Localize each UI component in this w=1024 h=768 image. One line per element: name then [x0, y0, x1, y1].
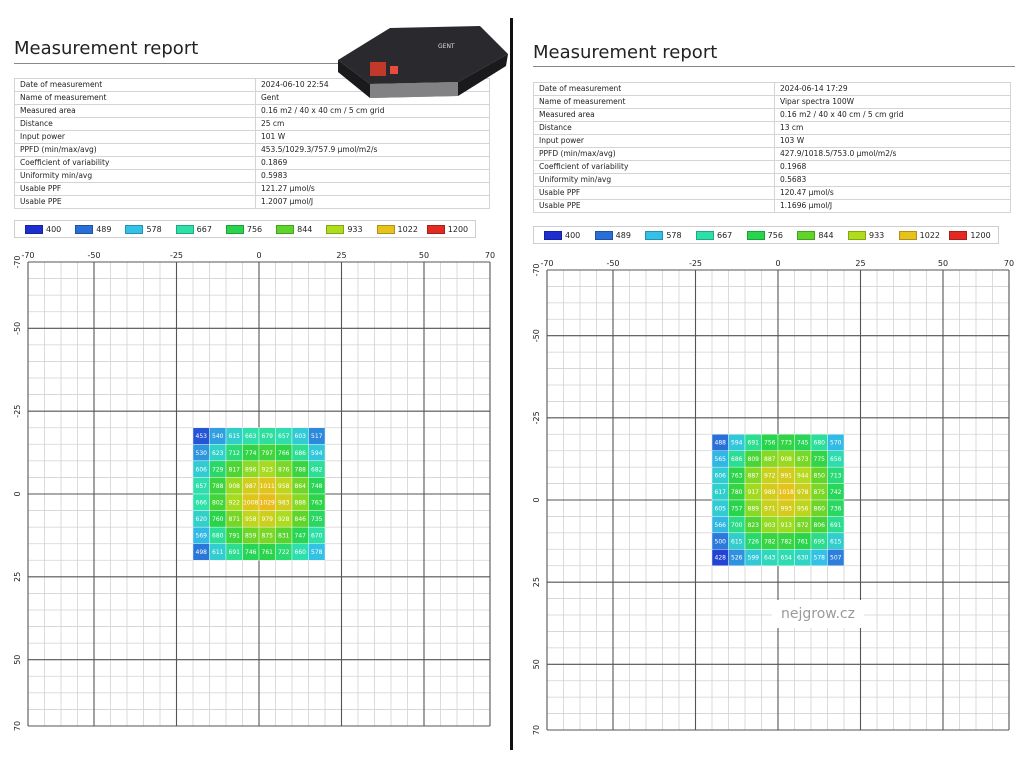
info-value: 453.5/1029.3/757.9 µmol/m2/s	[256, 144, 490, 157]
cell-value-label: 782	[780, 538, 792, 546]
cell-value-label: 569	[195, 532, 207, 540]
cell-value-label: 823	[747, 521, 759, 529]
cell-value-label: 766	[278, 449, 290, 457]
legend-swatch	[276, 225, 294, 234]
legend-label: 667	[196, 225, 212, 234]
info-row	[15, 157, 490, 170]
info-key: Distance	[534, 122, 775, 135]
legend-label: 756	[767, 231, 783, 240]
cell-value-label: 908	[228, 482, 240, 490]
title-rule	[533, 66, 1015, 67]
cell-value-label: 887	[764, 456, 776, 464]
x-tick-label: 0	[775, 259, 781, 268]
info-key: Measured area	[15, 105, 256, 118]
cell-value-label: 526	[731, 554, 743, 562]
x-tick-label: 25	[336, 251, 347, 260]
legend-label: 844	[297, 225, 313, 234]
cell-value-label: 666	[195, 499, 207, 507]
legend-label: 844	[818, 231, 834, 240]
cell-value-label: 889	[747, 505, 759, 513]
info-key: Uniformity min/avg	[534, 174, 775, 187]
x-tick-label: 0	[256, 251, 262, 260]
info-key: Usable PPF	[534, 187, 775, 200]
info-value: 0.5983	[256, 170, 490, 183]
info-row	[534, 83, 1011, 96]
info-key: Name of measurement	[15, 92, 256, 105]
cell-value-label: 864	[294, 482, 306, 490]
cell-value-label: 876	[278, 466, 290, 474]
cell-value-label: 657	[278, 433, 290, 441]
cell-value-label: 606	[195, 466, 207, 474]
info-key: Coefficient of variability	[534, 161, 775, 174]
cell-value-label: 802	[212, 499, 224, 507]
info-value: 2024-06-14 17:29	[775, 83, 1011, 96]
info-value: 101 W	[256, 131, 490, 144]
info-row	[534, 187, 1011, 200]
cell-value-label: 888	[294, 499, 306, 507]
cell-value-label: 643	[764, 554, 776, 562]
legend-label: 400	[46, 225, 62, 234]
cell-value-label: 570	[830, 439, 842, 447]
cell-value-label: 657	[195, 482, 207, 490]
legend-label: 1022	[397, 225, 418, 234]
cell-value-label: 846	[294, 516, 306, 524]
info-value: 0.16 m2 / 40 x 40 cm / 5 cm grid	[256, 105, 490, 118]
cell-value-label: 517	[311, 433, 323, 441]
cell-value-label: 746	[245, 549, 257, 557]
legend-item	[747, 231, 783, 241]
cell-value-label: 922	[228, 499, 240, 507]
x-tick-label: 50	[418, 251, 430, 260]
cell-value-label: 722	[278, 549, 290, 557]
cell-value-label: 763	[731, 472, 743, 480]
info-key: Distance	[15, 118, 256, 131]
cell-value-label: 594	[731, 439, 743, 447]
legend-label: 489	[615, 231, 631, 240]
cell-value-label: 1018	[778, 488, 794, 496]
cell-value-label: 599	[747, 554, 759, 562]
cell-value-label: 780	[731, 488, 743, 496]
info-row	[15, 131, 490, 144]
legend-item	[25, 225, 61, 235]
cell-value-label: 987	[245, 482, 257, 490]
info-table	[533, 82, 1011, 213]
cell-value-label: 958	[245, 516, 257, 524]
cell-value-label: 606	[714, 472, 726, 480]
cell-value-label: 566	[714, 521, 726, 529]
info-value: Gent	[256, 92, 490, 105]
legend-label: 756	[246, 225, 263, 234]
cell-value-label: 700	[731, 521, 743, 529]
info-key: Name of measurement	[534, 96, 775, 109]
cell-value-label: 928	[278, 516, 290, 524]
cell-value-label: 908	[780, 456, 792, 464]
y-tick-label: 70	[532, 724, 541, 736]
legend-label: 578	[146, 225, 162, 234]
info-key: PPFD (min/max/avg)	[15, 144, 256, 157]
cell-value-label: 742	[830, 488, 842, 496]
lamp-device-image	[330, 22, 508, 100]
cell-value-label: 993	[780, 505, 792, 513]
x-tick-label: -70	[21, 251, 35, 260]
cell-value-label: 679	[261, 433, 273, 441]
info-row	[534, 148, 1011, 161]
cell-value-label: 603	[294, 433, 306, 441]
info-row	[534, 135, 1011, 148]
legend-label: 400	[565, 231, 581, 240]
cell-value-label: 875	[261, 532, 273, 540]
y-tick-label: -50	[13, 321, 22, 335]
cell-value-label: 500	[714, 538, 726, 546]
cell-value-label: 488	[714, 439, 726, 447]
cell-value-label: 873	[797, 456, 809, 464]
legend-item	[75, 225, 111, 235]
legend-label: 1200	[447, 225, 469, 234]
info-row	[534, 122, 1011, 135]
cell-value-label: 872	[797, 521, 809, 529]
cell-value-label: 747	[294, 532, 306, 540]
info-key: Input power	[15, 131, 256, 144]
cell-value-label: 871	[228, 516, 240, 524]
legend-item	[595, 231, 631, 241]
x-tick-label: -70	[540, 259, 554, 268]
info-value: 1.1696 µmol/J	[775, 200, 1011, 213]
info-key: Date of measurement	[534, 83, 775, 96]
cell-value-label: 983	[278, 499, 290, 507]
cell-value-label: 594	[311, 449, 323, 457]
y-tick-label: 25	[532, 577, 541, 588]
cell-value-label: 917	[747, 488, 759, 496]
legend-swatch	[949, 231, 967, 240]
cell-value-label: 775	[813, 456, 825, 464]
cell-value-label: 782	[764, 538, 776, 546]
cell-value-label: 428	[714, 554, 726, 562]
info-row	[534, 161, 1011, 174]
info-key: Coefficient of variability	[15, 157, 256, 170]
y-tick-label: 25	[13, 571, 22, 582]
info-value: 103 W	[775, 135, 1011, 148]
cell-value-label: 806	[813, 521, 825, 529]
cell-value-label: 578	[311, 549, 323, 557]
info-key: Input power	[534, 135, 775, 148]
cell-value-label: 686	[731, 456, 743, 464]
legend-item	[427, 225, 468, 235]
info-key: Uniformity min/avg	[15, 170, 256, 183]
comparison-divider	[510, 18, 513, 750]
cell-value-label: 691	[747, 439, 759, 447]
legend-item	[276, 225, 312, 235]
legend-item	[848, 231, 884, 241]
legend-item	[899, 231, 940, 241]
info-key: Usable PPE	[534, 200, 775, 213]
cell-value-label: 615	[830, 538, 842, 546]
cell-value-label: 578	[813, 554, 825, 562]
legend-label: 578	[666, 231, 682, 240]
cell-value-label: 729	[212, 466, 224, 474]
cell-value-label: 691	[830, 521, 842, 529]
cell-value-label: 978	[797, 488, 809, 496]
cell-value-label: 530	[195, 449, 207, 457]
cell-value-label: 605	[714, 505, 726, 513]
y-tick-label: 50	[532, 659, 541, 670]
x-tick-label: -25	[169, 251, 184, 260]
cell-value-label: 615	[228, 433, 240, 441]
cell-value-label: 944	[797, 472, 809, 480]
cell-value-label: 682	[311, 466, 323, 474]
cell-value-label: 956	[797, 505, 809, 513]
cell-value-label: 735	[311, 516, 323, 524]
legend-swatch	[125, 225, 143, 234]
info-key: PPFD (min/max/avg)	[534, 148, 775, 161]
cell-value-label: 736	[830, 505, 842, 513]
report-title: Measurement report	[14, 38, 199, 59]
legend-item	[226, 225, 262, 235]
cell-value-label: 788	[294, 466, 306, 474]
info-row	[534, 200, 1011, 213]
legend-label: 933	[347, 225, 363, 234]
info-row	[15, 105, 490, 118]
x-tick-label: -50	[87, 251, 101, 260]
cell-value-label: 903	[764, 521, 776, 529]
cell-value-label: 617	[714, 488, 726, 496]
cell-value-label: 971	[764, 505, 776, 513]
legend-item	[797, 231, 833, 241]
cell-value-label: 453	[195, 433, 207, 441]
cell-value-label: 686	[294, 449, 306, 457]
cell-value-label: 620	[195, 516, 207, 524]
legend-item	[326, 225, 362, 235]
cell-value-label: 756	[764, 439, 776, 447]
report-left	[13, 38, 496, 758]
cell-value-label: 875	[813, 488, 825, 496]
cell-value-label: 680	[212, 532, 224, 540]
legend-swatch	[226, 225, 244, 234]
y-tick-label: -50	[532, 329, 541, 343]
cell-value-label: 923	[261, 466, 273, 474]
info-row	[15, 183, 490, 196]
ppfd-heatmap	[531, 256, 1015, 736]
info-key: Measured area	[534, 109, 775, 122]
legend-swatch	[595, 231, 613, 240]
cell-value-label: 691	[228, 549, 240, 557]
cell-value-label: 850	[813, 472, 825, 480]
cell-value-label: 761	[261, 549, 273, 557]
cell-value-label: 1008	[243, 499, 259, 507]
legend-label: 667	[717, 231, 733, 240]
legend-swatch	[377, 225, 395, 234]
info-value: 120.47 µmol/s	[775, 187, 1011, 200]
watermark: nejgrow.cz	[772, 600, 864, 628]
legend-item	[645, 231, 681, 241]
info-value: 121.27 µmol/s	[256, 183, 490, 196]
cell-value-label: 896	[245, 466, 257, 474]
color-legend	[533, 226, 999, 244]
legend-swatch	[696, 231, 714, 240]
cell-value-label: 763	[311, 499, 323, 507]
x-tick-label: 50	[937, 259, 949, 268]
cell-value-label: 773	[780, 439, 792, 447]
legend-swatch	[797, 231, 815, 240]
legend-swatch	[848, 231, 866, 240]
info-row	[534, 174, 1011, 187]
ppfd-heatmap	[12, 248, 496, 732]
cell-value-label: 913	[780, 521, 792, 529]
legend-swatch	[176, 225, 194, 234]
legend-swatch	[326, 225, 344, 234]
color-legend	[14, 220, 476, 238]
legend-swatch	[544, 231, 562, 240]
legend-item	[696, 231, 732, 241]
y-tick-label: 50	[13, 654, 22, 665]
info-row	[15, 144, 490, 157]
device-logo-text: GENT	[438, 43, 455, 50]
cell-value-label: 791	[228, 532, 240, 540]
cell-value-label: 680	[813, 439, 825, 447]
cell-value-label: 809	[747, 456, 759, 464]
y-tick-label: 70	[13, 720, 22, 732]
cell-value-label: 670	[311, 532, 323, 540]
x-tick-label: 70	[484, 251, 496, 260]
legend-swatch	[25, 225, 43, 234]
y-tick-label: 0	[13, 491, 22, 497]
info-row	[534, 109, 1011, 122]
cell-value-label: 831	[278, 532, 290, 540]
cell-value-label: 745	[797, 439, 809, 447]
y-tick-label: -25	[13, 404, 22, 418]
legend-item	[176, 225, 212, 235]
cell-value-label: 726	[747, 538, 759, 546]
cell-value-label: 498	[195, 549, 207, 557]
y-tick-label: -25	[532, 411, 541, 425]
info-row	[534, 96, 1011, 109]
info-value: 0.5683	[775, 174, 1011, 187]
cell-value-label: 660	[294, 549, 306, 557]
info-value: 427.9/1018.5/753.0 µmol/m2/s	[775, 148, 1011, 161]
info-value: 25 cm	[256, 118, 490, 131]
info-value: Vipar spectra 100W	[775, 96, 1011, 109]
info-value: 1.2007 µmol/J	[256, 196, 490, 209]
info-row	[15, 170, 490, 183]
cell-value-label: 712	[228, 449, 240, 457]
cell-value-label: 972	[764, 472, 776, 480]
cell-value-label: 611	[212, 549, 224, 557]
cell-value-label: 654	[780, 554, 792, 562]
cell-value-label: 757	[731, 505, 743, 513]
report-right	[533, 42, 1015, 762]
info-row	[15, 118, 490, 131]
legend-swatch	[899, 231, 917, 240]
cell-value-label: 623	[212, 449, 224, 457]
cell-value-label: 656	[830, 456, 842, 464]
legend-swatch	[427, 225, 445, 234]
y-tick-label: -70	[532, 263, 541, 277]
x-tick-label: 25	[855, 259, 866, 268]
cell-value-label: 788	[212, 482, 224, 490]
cell-value-label: 565	[714, 456, 726, 464]
cell-value-label: 748	[311, 482, 323, 490]
x-tick-label: -50	[606, 259, 620, 268]
cell-value-label: 797	[261, 449, 273, 457]
cell-value-label: 859	[245, 532, 257, 540]
cell-value-label: 860	[813, 505, 825, 513]
info-value: 0.1968	[775, 161, 1011, 174]
legend-item	[377, 225, 418, 235]
y-tick-label: 0	[532, 497, 541, 503]
cell-value-label: 1029	[259, 499, 275, 507]
legend-item	[544, 231, 580, 241]
cell-value-label: 760	[212, 516, 224, 524]
info-key: Usable PPE	[15, 196, 256, 209]
cell-value-label: 774	[245, 449, 257, 457]
legend-swatch	[645, 231, 663, 240]
cell-value-label: 887	[747, 472, 759, 480]
cell-value-label: 991	[780, 472, 792, 480]
legend-label: 489	[96, 225, 112, 234]
cell-value-label: 615	[731, 538, 743, 546]
info-key: Usable PPF	[15, 183, 256, 196]
report-title: Measurement report	[533, 42, 718, 63]
legend-label: 1200	[970, 231, 991, 240]
info-key: Date of measurement	[15, 79, 256, 92]
cell-value-label: 1011	[259, 482, 275, 490]
cell-value-label: 663	[245, 433, 257, 441]
cell-value-label: 958	[278, 482, 290, 490]
cell-value-label: 979	[261, 516, 273, 524]
info-value: 0.16 m2 / 40 x 40 cm / 5 cm grid	[775, 109, 1011, 122]
cell-value-label: 540	[212, 433, 224, 441]
legend-label: 1022	[919, 231, 941, 240]
info-value: 0.1869	[256, 157, 490, 170]
legend-swatch	[75, 225, 93, 234]
cell-value-label: 817	[228, 466, 240, 474]
x-tick-label: 70	[1003, 259, 1015, 268]
legend-swatch	[747, 231, 765, 240]
cell-value-label: 507	[830, 554, 842, 562]
x-tick-label: -25	[688, 259, 703, 268]
legend-item	[949, 231, 990, 241]
info-value: 13 cm	[775, 122, 1011, 135]
cell-value-label: 713	[830, 472, 842, 480]
cell-value-label: 695	[813, 538, 825, 546]
y-tick-label: -70	[13, 255, 22, 269]
cell-value-label: 630	[797, 554, 809, 562]
info-row	[15, 196, 490, 209]
legend-item	[125, 225, 161, 235]
cell-value-label: 989	[764, 488, 776, 496]
legend-label: 933	[869, 231, 885, 240]
cell-value-label: 761	[797, 538, 809, 546]
info-value: 2024-06-10 22:54	[256, 79, 490, 92]
